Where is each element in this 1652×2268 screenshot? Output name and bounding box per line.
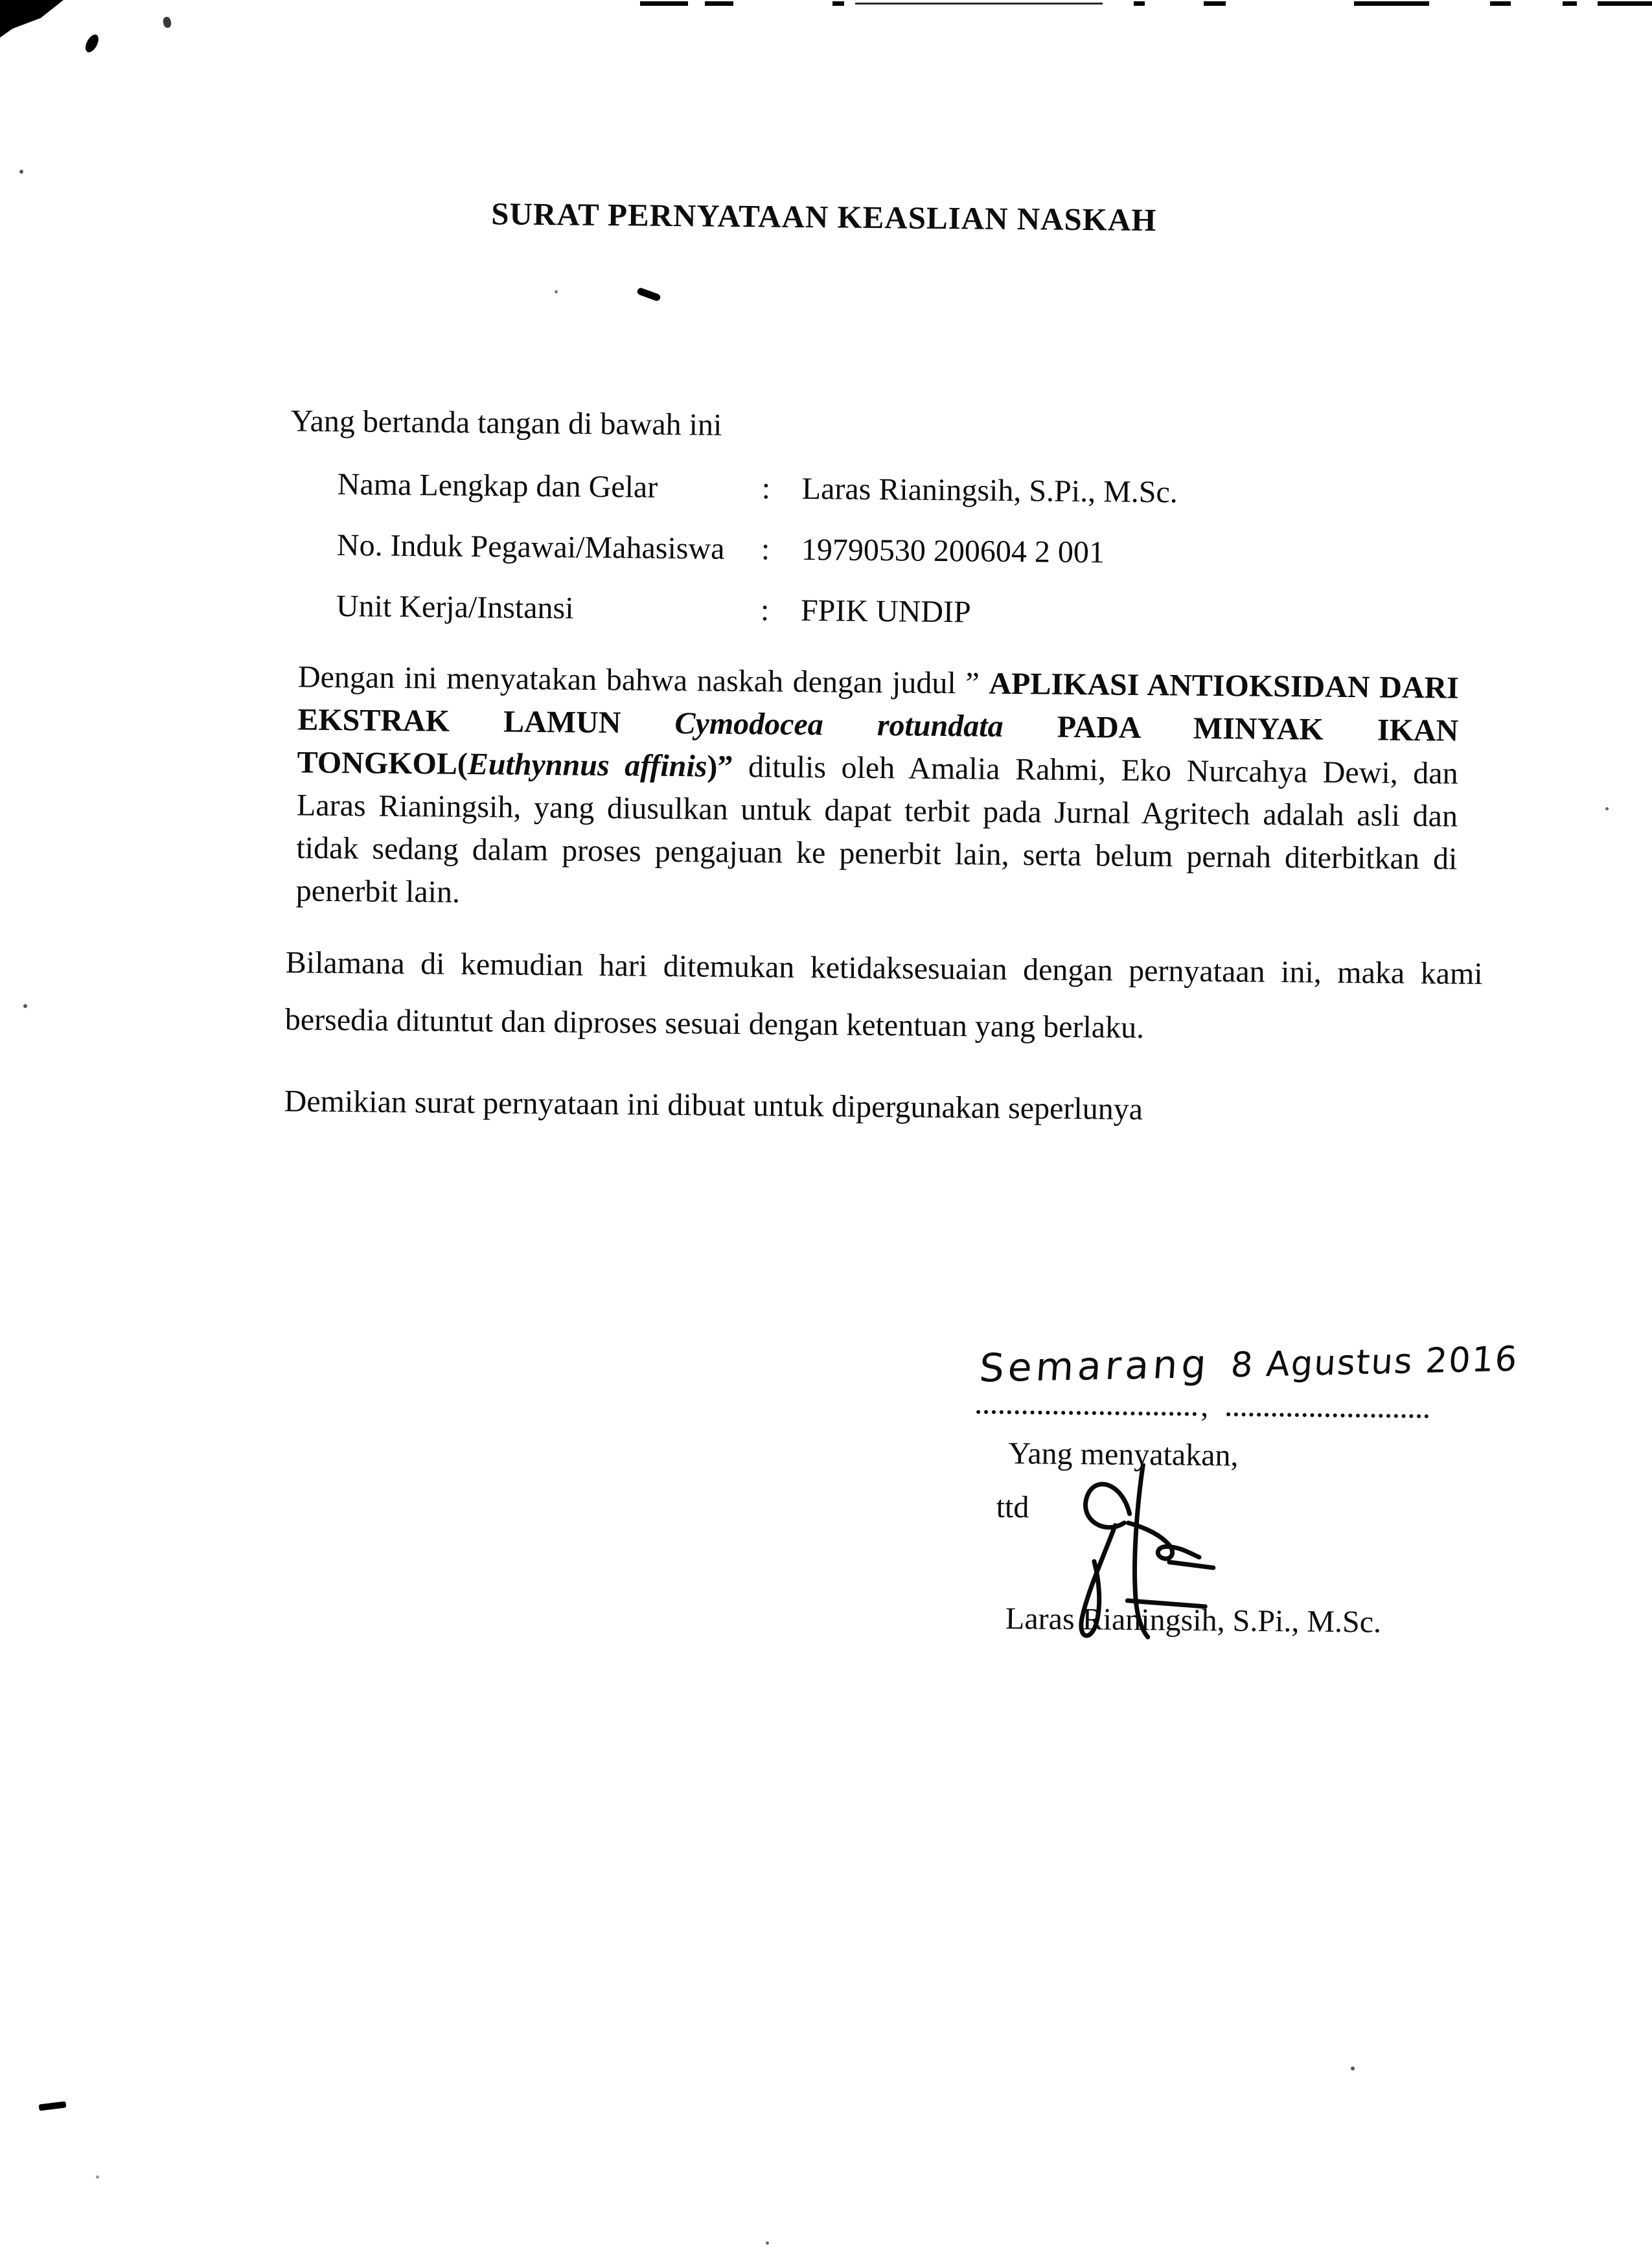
field-label-id: No. Induk Pegawai/Mahasiswa (336, 527, 725, 566)
species-name-italic: Cymodocea rotundata (674, 706, 1004, 744)
manuscript-title-bold: APLIKASI ANTIOKSIDAN DARI EKSTRAK LAMUN (297, 666, 1460, 741)
scan-edge-dash (1134, 1, 1145, 6)
field-colon: : (760, 593, 770, 628)
scan-edge-line (855, 3, 1103, 5)
ttd-label: ttd (996, 1489, 1029, 1525)
manuscript-title-bold: )” (707, 749, 749, 785)
statement-text: Dengan ini menyatakan bahwa naskah dengan judul ” (297, 659, 989, 701)
signatory-name: Laras Rianingsih, S.Pi., M.Sc. (1005, 1601, 1382, 1640)
page-title: SURAT PERNYATAAN KEASLIAN NASKAH (491, 196, 1157, 238)
closing-paragraph: Demikian surat pernyataan ini dibuat untuk dipergunakan seperlunya (284, 1084, 1143, 1127)
dotted-line (1226, 1410, 1428, 1418)
liability-paragraph: Bilamana di kemudian hari ditemukan ketidaksesuaian dengan pernyataan ini, maka kami bersedia dituntut dan diproses sesuai dengan ketentuan yang berlaku. (284, 945, 1483, 1045)
scan-edge-dash (1204, 1, 1226, 6)
field-label-unit: Unit Kerja/Instansi (336, 588, 574, 626)
field-value-id: 19790530 200604 2 001 (801, 532, 1105, 570)
handwritten-date: 8 Agustus 2016 (1229, 1339, 1520, 1386)
field-colon: : (761, 532, 770, 567)
scan-edge-dash (1490, 1, 1511, 6)
species-name-italic: Euthynnus affinis (467, 746, 707, 784)
scan-edge-dash (1598, 1, 1652, 6)
signature-scribble-icon (1031, 1462, 1228, 1640)
handwritten-city: Semarang (978, 1341, 1211, 1392)
manuscript-title-bold: PADA MINYAK IKAN TONGKOL( (297, 709, 1459, 781)
field-label-name: Nama Lengkap dan Gelar (337, 467, 658, 505)
dotted-line (976, 1408, 1197, 1416)
intro-line: Yang bertanda tangan di bawah ini (290, 404, 722, 442)
field-value-unit: FPIK UNDIP (800, 593, 971, 630)
field-value-name: Laras Rianingsih, S.Pi., M.Sc. (801, 471, 1178, 510)
field-colon: : (761, 471, 771, 506)
statement-text: ditulis oleh Amalia Rahmi, Eko Nurcahya Dewi, dan Laras Rianingsih, yang diusulkan untuk dapat terbit pada Jurnal Agritech adalah asli dan tidak sedang dalam proses pengajuan ke penerbit lain, serta belum pernah diterbitkan di penerbit lain. (295, 750, 1458, 910)
identity-fields (336, 454, 1178, 645)
printed-comma: , (1200, 1388, 1209, 1423)
date-line (976, 1339, 1520, 1423)
statement-paragraph (295, 656, 1459, 923)
declarer-label: Yang menyatakan, (1008, 1436, 1239, 1473)
scan-edge-dash (1354, 1, 1429, 6)
scan-edge-dash (1563, 1, 1577, 6)
